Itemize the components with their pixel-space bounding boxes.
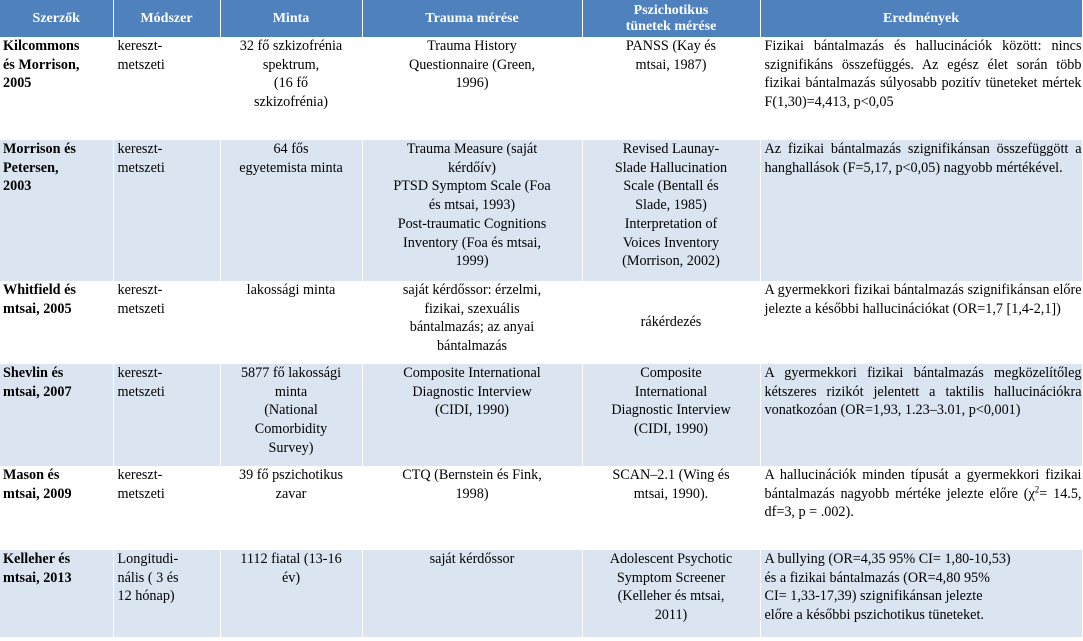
psychotic-line: mtsai, 1990).: [633, 485, 709, 502]
cell-authors: [0, 140, 113, 281]
psychotic-line: PANSS (Kay és: [625, 38, 717, 54]
psychotic-line: Slade Hallucination: [614, 159, 728, 176]
author-line: mtsai, 2007: [3, 383, 72, 400]
trauma-line: 1998): [455, 485, 489, 502]
author-line: Morrison és: [3, 141, 76, 157]
cell-method: [113, 281, 220, 364]
cell-trauma: [362, 281, 582, 364]
psychotic-line: Interpretation of: [624, 215, 718, 232]
trauma-line: Trauma Measure (saját: [406, 141, 538, 157]
psychotic-line: Scale (Bentall és: [623, 178, 719, 195]
cell-results: [760, 550, 1082, 637]
author-line: 2003: [3, 178, 32, 195]
sample-line: lakossági minta: [246, 282, 336, 298]
cell-method: [113, 466, 220, 550]
method-line: kereszt-: [117, 467, 163, 483]
trauma-line: PTSD Symptom Scale (Foa: [393, 178, 551, 195]
sample-line: Comorbidity: [254, 421, 328, 438]
author-line: mtsai, 2005: [3, 300, 72, 317]
author-line: Kelleher és: [3, 551, 71, 567]
trauma-line: saját kérdőssor: érzelmi,: [402, 282, 542, 298]
trauma-line: bántalmazás; az anyai: [409, 319, 535, 336]
method-line: nális ( 3 és: [117, 569, 179, 586]
cell-method: [113, 550, 220, 637]
psychotic-line: Revised Launay-: [622, 141, 720, 157]
trauma-line: 1996): [455, 75, 489, 92]
cell-results: A gyermekkori fizikai bántalmazás megközelítőleg kétszeres rizikót jelentett a taktilis hallucinációkra vonatkozóan (OR=1,93, 1.23–3.01, p<0,001): [760, 364, 1082, 466]
psychotic-line: Slade, 1985): [635, 197, 707, 214]
psychotic-line: Voices Inventory: [622, 234, 720, 251]
results-line: előre a későbbi pszichotikus tüneteket.: [764, 607, 984, 624]
psychotic-line: Adolescent Psychotic: [609, 551, 733, 567]
cell-sample: [220, 466, 362, 550]
psychotic-line: (Morrison, 2002): [622, 253, 720, 270]
sample-line: (National: [264, 402, 318, 419]
cell-sample: [220, 140, 362, 281]
author-line: 2005: [3, 75, 32, 92]
cell-psychotic: [582, 140, 760, 281]
trauma-line: Inventory (Foa és mtsai,: [403, 234, 541, 251]
cell-psychotic: [582, 281, 760, 364]
sample-line: Survey): [268, 439, 314, 456]
psychotic-line: rákérdezés: [640, 314, 702, 331]
trauma-line: kérdőív): [447, 159, 497, 176]
sample-line: (16 fő: [273, 75, 309, 92]
sample-line: spektrum,: [262, 56, 320, 73]
header-trauma: Trauma mérése: [362, 0, 582, 37]
cell-authors: [0, 281, 113, 364]
cell-results: Az fizikai bántalmazás szignifikánsan összefüggött a hanghallások (F=5,17, p<0,05) nagyobb mértékével.: [760, 140, 1082, 281]
sample-line: 1112 fiatal (13-16: [240, 551, 342, 567]
cell-psychotic: [582, 364, 760, 466]
psychotic-line: SCAN–2.1 (Wing és: [612, 467, 730, 483]
trauma-line: bántalmazás: [436, 338, 508, 355]
author-line: mtsai, 2013: [3, 569, 72, 586]
trauma-line: Post-traumatic Cognitions: [397, 215, 547, 232]
psychotic-line: 2011): [654, 607, 688, 624]
cell-trauma: [362, 466, 582, 550]
sample-line: 64 fős: [273, 141, 309, 157]
cell-authors: [0, 466, 113, 550]
header-psychotic-line1: Pszichotikus: [633, 2, 709, 18]
table-row: [0, 140, 1082, 281]
results-text-post: = 14.5, df=3, p = .002).: [764, 485, 1082, 521]
header-results: Eredmények: [760, 0, 1082, 37]
trauma-line: fizikai, szexuális: [424, 300, 520, 317]
method-line: metszeti: [117, 485, 165, 502]
cell-results: Fizikai bántalmazás és hallucinációk között: nincs szignifikáns összefüggés. Az egész élet során több fizikai bántalmazás súlyosabb pozitív tüneteket mértek F(1,30)=4,413, p<0,05: [760, 37, 1082, 140]
sample-line: zavar: [275, 485, 307, 502]
psychotic-line: Diagnostic Interview: [611, 402, 731, 419]
cell-authors: [0, 364, 113, 466]
header-psychotic-line2: tünetek mérése: [625, 18, 717, 34]
cell-sample: [220, 364, 362, 466]
author-line: mtsai, 2009: [3, 485, 72, 502]
cell-psychotic: [582, 550, 760, 637]
results-line: A bullying (OR=4,35 95% CI= 1,80-10,53): [764, 551, 1011, 567]
cell-method: [113, 37, 220, 140]
trauma-line: Diagnostic Interview: [412, 383, 532, 400]
results-line: CI= 1,33-17,39) szignifikánsan jelezte: [764, 588, 983, 605]
trauma-line: Questionnaire (Green,: [408, 56, 536, 73]
header-method: Módszer: [113, 0, 220, 37]
method-line: kereszt-: [117, 365, 163, 381]
method-line: Longitudi-: [117, 551, 179, 567]
psychotic-line: (CIDI, 1990): [633, 421, 709, 438]
method-line: metszeti: [117, 300, 165, 317]
author-line: Mason és: [3, 467, 60, 483]
trauma-line: Composite International: [403, 365, 541, 381]
method-line: 12 hónap): [117, 588, 175, 605]
trauma-line: (CIDI, 1990): [434, 402, 510, 419]
author-line: és Morrison,: [3, 56, 80, 73]
results-superscript: 2: [1034, 483, 1040, 494]
cell-sample: [220, 281, 362, 364]
trauma-line: Trauma History: [427, 38, 517, 54]
table-row: [0, 550, 1082, 637]
header-sample: Minta: [220, 0, 362, 37]
table-row: [0, 364, 1082, 466]
psychotic-line: Symptom Screener: [616, 569, 726, 586]
author-line: Shevlin és: [3, 365, 64, 381]
sample-line: egyetemista minta: [239, 159, 343, 176]
cell-psychotic: [582, 37, 760, 140]
cell-psychotic: [582, 466, 760, 550]
results-line: és a fizikai bántalmazás (OR=4,80 95%: [764, 569, 990, 586]
method-line: kereszt-: [117, 141, 163, 157]
method-line: metszeti: [117, 56, 165, 73]
table-row: [0, 37, 1082, 140]
header-authors: Szerzők: [0, 0, 113, 37]
method-line: kereszt-: [117, 38, 163, 54]
sample-line: minta: [274, 383, 308, 400]
cell-results: [760, 466, 1082, 550]
table-row: [0, 281, 1082, 364]
trauma-line: CTQ (Bernstein és Fink,: [402, 467, 542, 483]
trauma-line: 1999): [455, 253, 489, 270]
sample-line: szkizofrénia): [253, 94, 329, 111]
trauma-line: és mtsai, 1993): [428, 197, 516, 214]
cell-authors: [0, 37, 113, 140]
cell-trauma: [362, 364, 582, 466]
cell-results: A gyermekkori fizikai bántalmazás szignifikánsan előre jelezte a későbbi hallucinációkat (OR=1,7 [1,4-2,1]): [760, 281, 1082, 364]
cell-authors: [0, 550, 113, 637]
cell-method: [113, 364, 220, 466]
header-row: [0, 0, 1082, 37]
cell-sample: [220, 550, 362, 637]
results-text-pre: A hallucinációk minden típusát a gyermekkori fizikai bántalmazás nagyobb mértéke jelezte előre (χ: [764, 467, 1082, 502]
cell-method: [113, 140, 220, 281]
method-line: metszeti: [117, 159, 165, 176]
sample-line: 39 fő pszichotikus: [238, 467, 344, 483]
author-line: Kilcommons: [3, 38, 80, 54]
sample-line: év): [281, 569, 301, 586]
method-line: kereszt-: [117, 282, 163, 298]
header-psychotic: [582, 0, 760, 37]
author-line: Whitfield és: [3, 282, 76, 298]
sample-line: 32 fő szkizofrénia: [239, 38, 343, 54]
psychotic-line: mtsai, 1987): [635, 56, 707, 73]
psychotic-line: Composite: [640, 365, 702, 381]
method-line: metszeti: [117, 383, 165, 400]
sample-line: 5877 fő lakossági: [240, 365, 342, 381]
author-line: Petersen,: [3, 159, 59, 176]
cell-trauma: [362, 550, 582, 637]
trauma-line: saját kérdőssor: [429, 551, 515, 567]
cell-trauma: [362, 140, 582, 281]
table-row: [0, 466, 1082, 550]
psychotic-line: (Kelleher és mtsai,: [617, 588, 725, 605]
cell-trauma: [362, 37, 582, 140]
psychotic-line: International: [634, 383, 708, 400]
cell-sample: [220, 37, 362, 140]
